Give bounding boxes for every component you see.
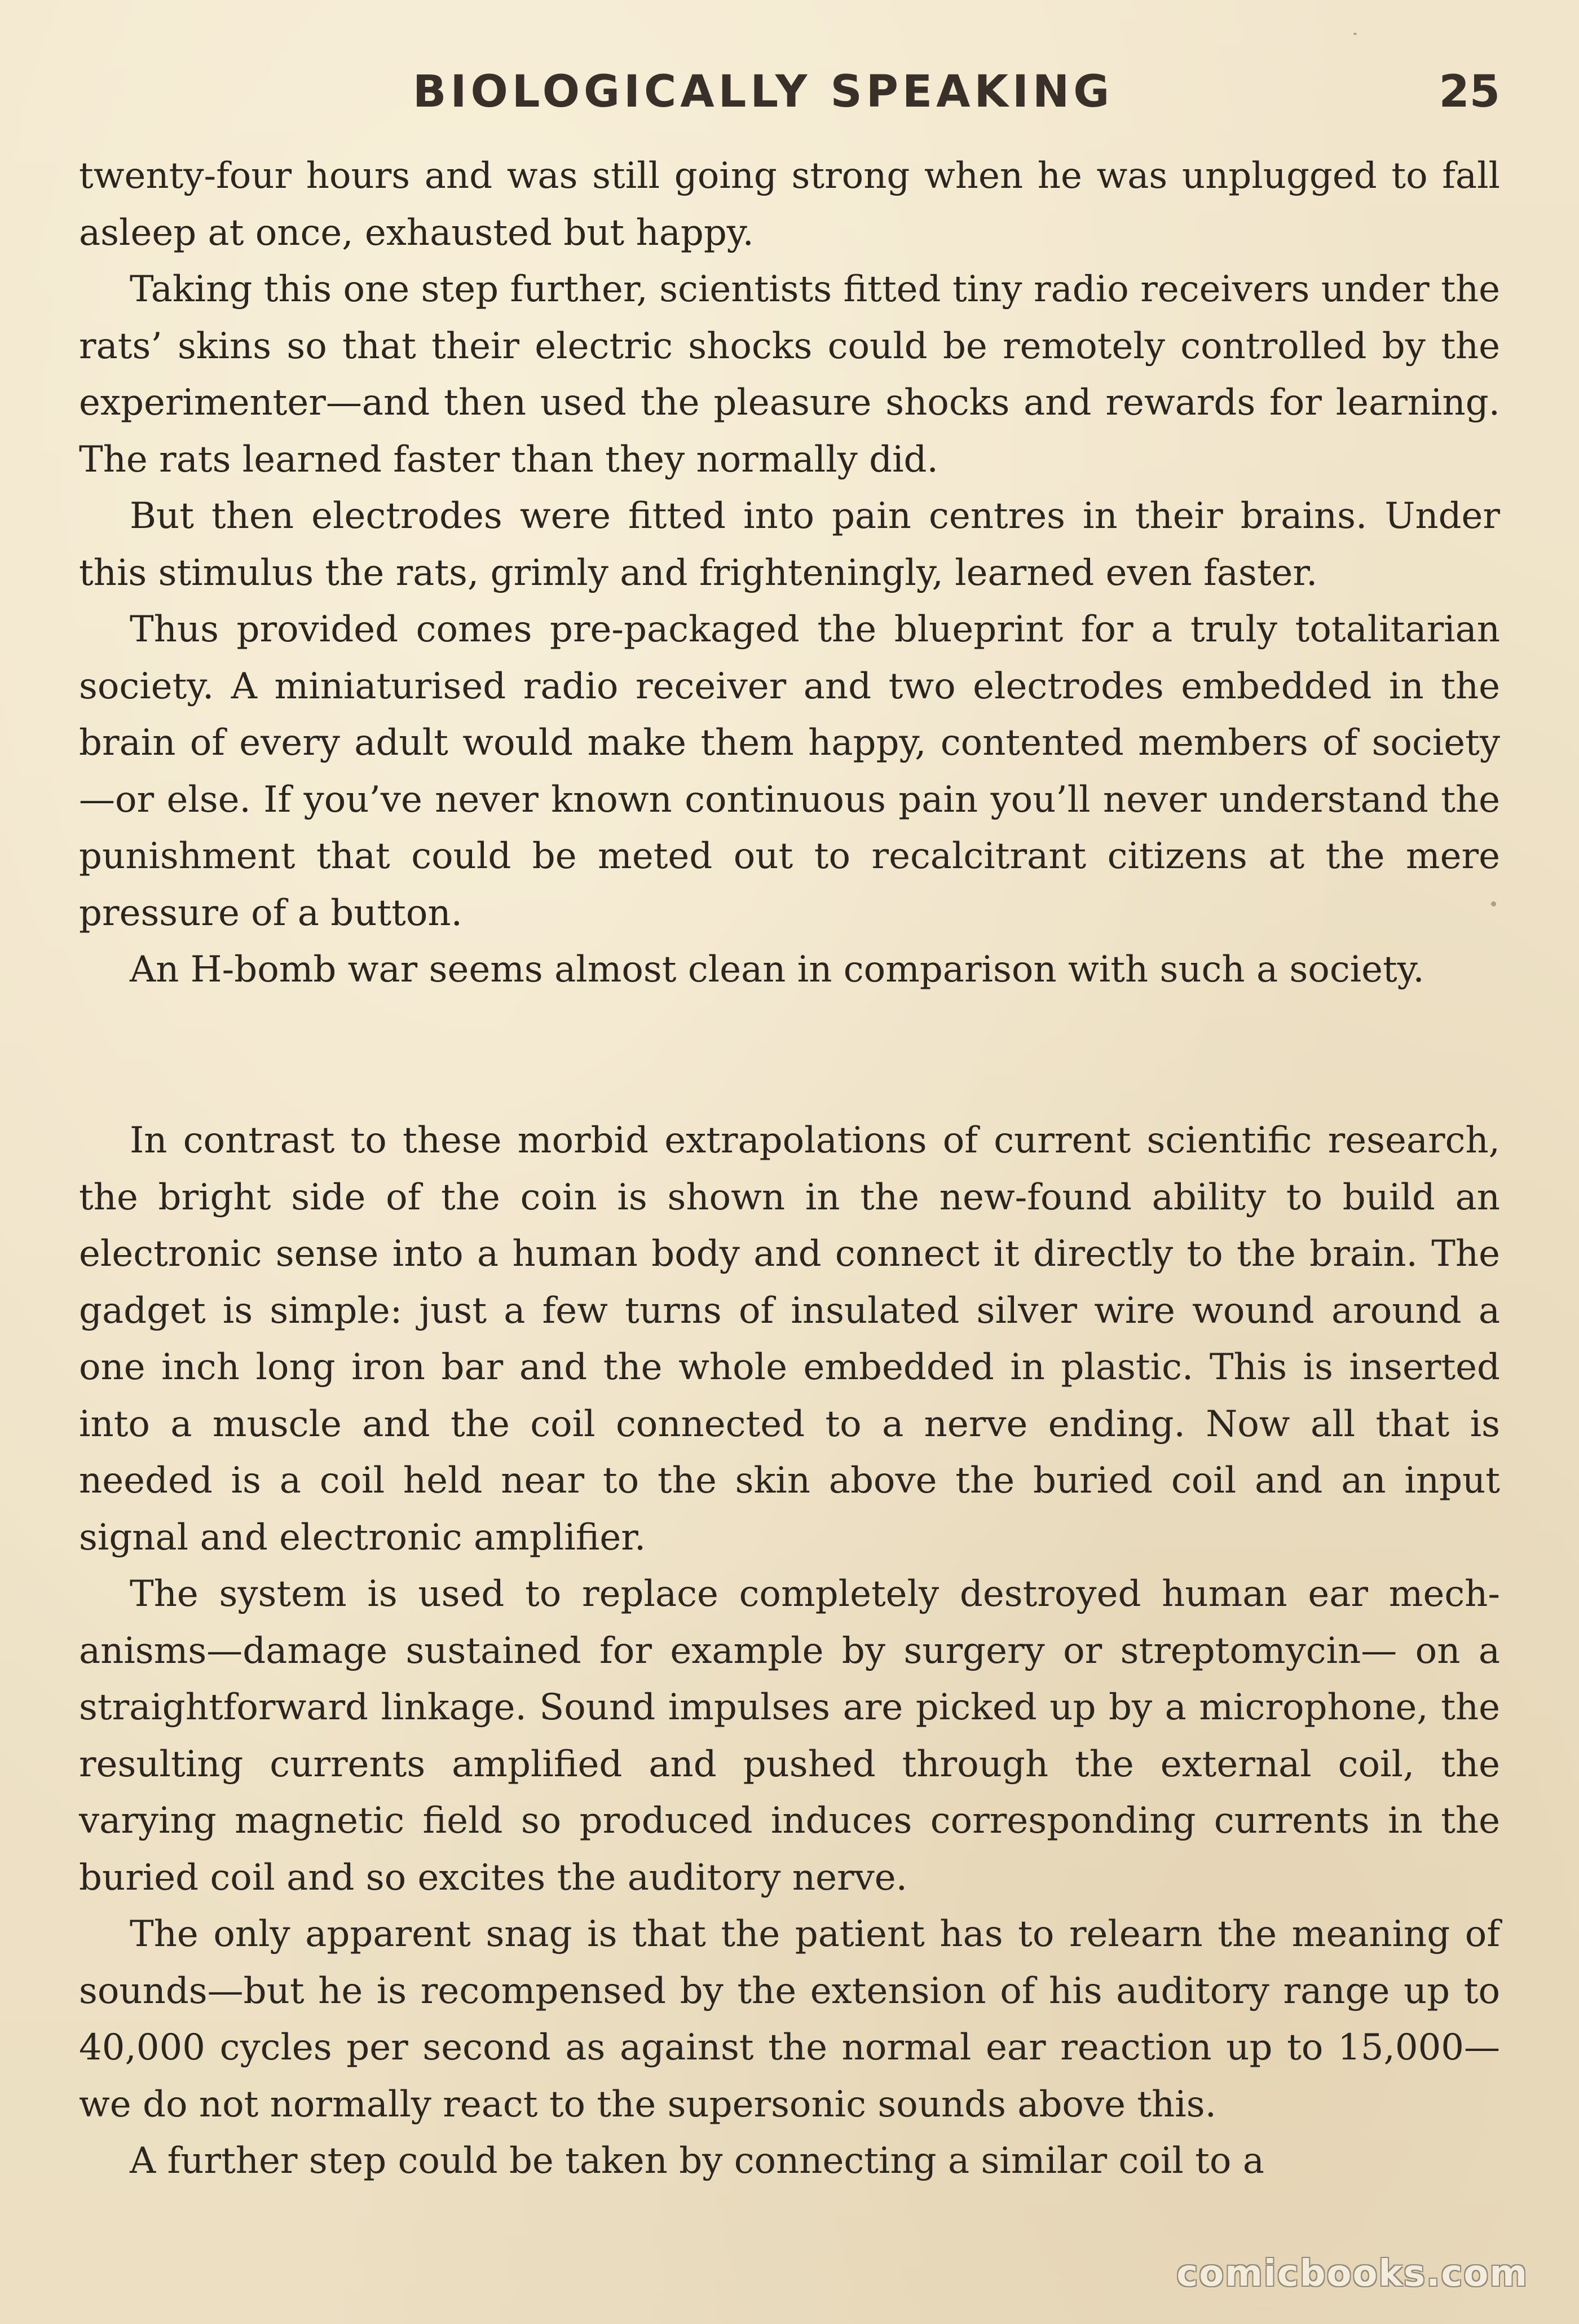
paragraph-continues: A further step could be taken by connecting a similar coil to a <box>130 2140 1264 2182</box>
text-block-lower <box>79 1112 1500 2190</box>
paragraph: An H-bomb war seems almost clean in comparison with such a society. <box>130 949 1424 991</box>
paper-speck <box>1491 901 1496 906</box>
text-block-upper <box>79 148 1500 998</box>
running-title: BIOLOGICALLY SPEAKING <box>413 67 1114 117</box>
paragraph-continued: twenty-four hours and was still going strong when he was unplugged to fall asleep at once, exhausted but happy. <box>79 155 1500 254</box>
running-head <box>79 67 1500 129</box>
paragraph: Taking this one step further, scientists fitted tiny radio receivers under the rats’ skins so that their electric shocks could be remotely controlled by the experimenter—and then used the pleasure shocks and rewards for learning. The rats learned faster than they normally did. <box>79 269 1500 481</box>
paragraph: In contrast to these morbid extrapolations of current scientific research, the bright side of the coin is shown in the new-found ability to build an electronic sense into a human body and connect it directly to the brain. The gadget is simple: just a few turns of insulated silver wire wound around a one inch long iron bar and the whole embedded in plastic. This is inserted into a muscle and the coil connected to a nerve ending. Now all that is needed is a coil held near to the skin above the buried coil and an input signal and electronic amplifier. <box>79 1120 1500 1559</box>
paragraph: But then electrodes were fitted into pain centres in their brains. Under this stimulus the rats, grimly and frighteningly, learned even faster. <box>79 495 1500 594</box>
paper-speck <box>1353 33 1357 35</box>
page-number: 25 <box>1439 67 1500 117</box>
paragraph: The only apparent snag is that the patient has to relearn the meaning of sounds—but he is recompensed by the extension of his auditory range up to 40,000 cycles per second as against the normal ear reaction up to 15,000—we do not normally react to the supersonic sounds above this. <box>79 1913 1500 2125</box>
watermark-logo: comicbooks.com <box>1176 2253 1528 2295</box>
paragraph: Thus provided comes pre-packaged the blueprint for a truly totalitarian society. A miniaturised radio receiver and two electrodes embedded in the brain of every adult would make them happy, contented members of society—or else. If you’ve never known continuous pain you’ll never understand the punishment that could be meted out to recalcitrant citizens at the mere pressure of a button. <box>79 609 1500 934</box>
paragraph: The system is used to replace completely destroyed human ear mechanisms—damage sustained for example by surgery or streptomycin— on a straightforward linkage. Sound impulses are picked up by a microphone, the resulting currents amplified and pushed through the external coil, the varying magnetic field so produced induces corresponding currents in the buried coil and so excites the auditory nerve. <box>79 1573 1500 1899</box>
book-page <box>79 0 1500 2324</box>
